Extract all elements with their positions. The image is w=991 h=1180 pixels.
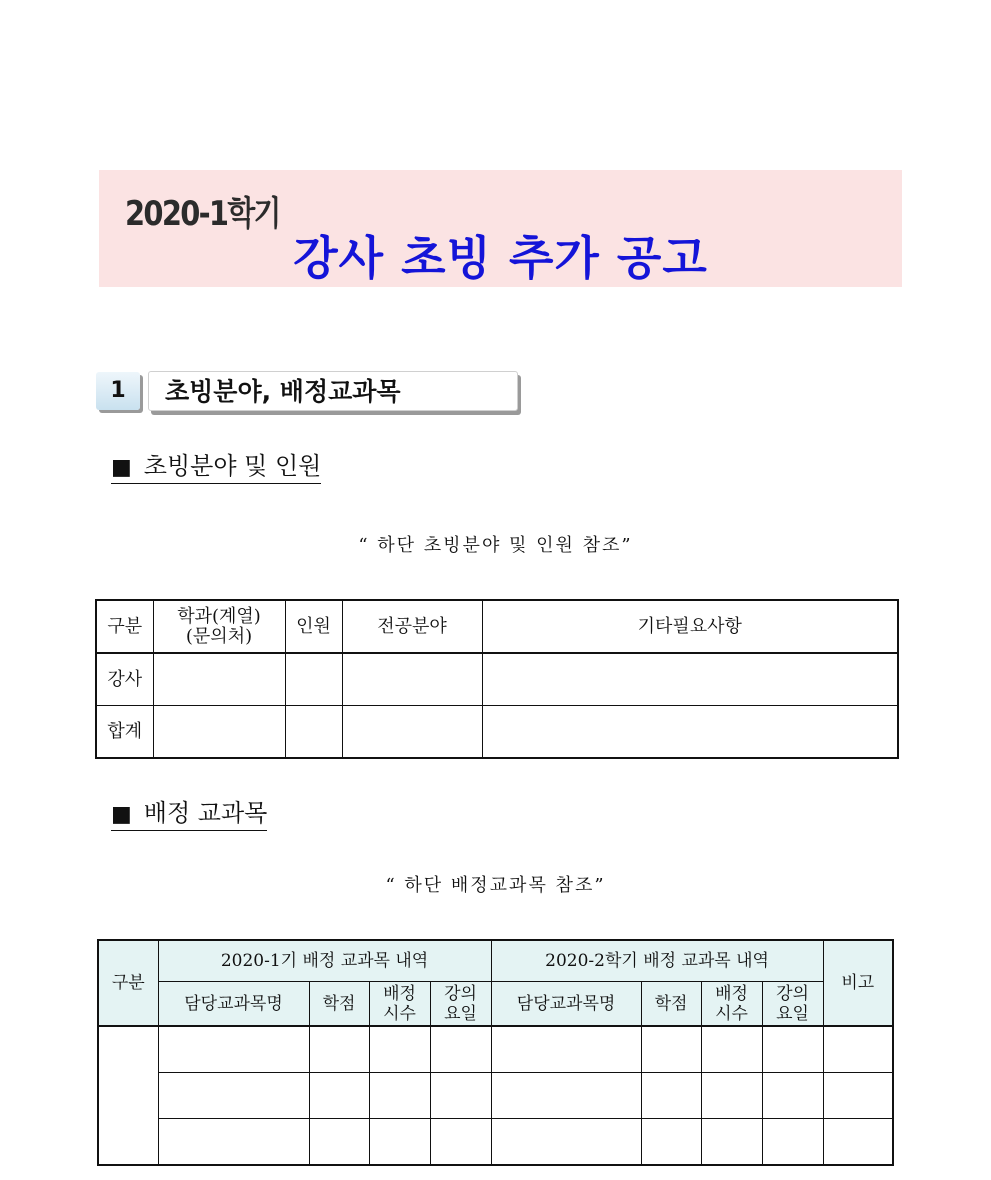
header-department — [153, 600, 285, 653]
table-cell — [823, 1073, 893, 1119]
page-title: 강사 초빙 추가 공고 — [293, 231, 708, 285]
header-other-requirements: 기타필요사항 — [482, 600, 898, 653]
subheading-recruitment-text: 초빙분야 및 인원 — [143, 452, 322, 480]
header-course-name: 담당교과목명 — [491, 982, 641, 1027]
table-cell — [641, 1026, 701, 1073]
table-cell — [342, 706, 482, 759]
table-cell — [430, 1119, 491, 1166]
table-cell — [158, 1073, 309, 1119]
table-cell — [762, 1119, 823, 1166]
table-cell — [158, 1119, 309, 1166]
courses-note: “ 하단 배정교과목 참조” — [385, 875, 606, 896]
header-department-line2: (문의처) — [185, 625, 253, 647]
table-row — [96, 653, 898, 706]
table-cell — [491, 1119, 641, 1166]
table-cell — [309, 1073, 369, 1119]
header-credit: 학점 — [309, 982, 369, 1027]
table-cell — [430, 1026, 491, 1073]
table-row — [98, 1073, 893, 1119]
header-major: 전공분야 — [342, 600, 482, 653]
table-cell — [701, 1119, 762, 1166]
table-cell — [701, 1073, 762, 1119]
header-hours-line2: 시수 — [383, 1003, 416, 1024]
semester-label: 2020-1학기 — [125, 194, 280, 234]
table-cell — [823, 1119, 893, 1166]
header-day — [762, 982, 823, 1027]
subheading-recruitment — [111, 452, 321, 484]
table-cell — [153, 653, 285, 706]
table-row — [98, 1026, 893, 1073]
header-day-line2: 요일 — [444, 1003, 477, 1024]
header-headcount: 인원 — [285, 600, 342, 653]
header-credit: 학점 — [641, 982, 701, 1027]
table-cell — [641, 1073, 701, 1119]
header-category: 구분 — [98, 940, 158, 1026]
table-row — [98, 1119, 893, 1166]
header-day — [430, 982, 491, 1027]
table-cell — [369, 1073, 430, 1119]
header-term2-group: 2020-2학기 배정 교과목 내역 — [491, 940, 823, 982]
table-cell — [98, 1026, 158, 1165]
table-cell — [309, 1026, 369, 1073]
table-cell — [369, 1026, 430, 1073]
table-row — [96, 706, 898, 759]
table-cell — [153, 706, 285, 759]
square-bullet-icon: ■ — [111, 802, 132, 827]
header-term1-group: 2020-1기 배정 교과목 내역 — [158, 940, 491, 982]
table-cell — [342, 653, 482, 706]
table-cell — [285, 706, 342, 759]
recruitment-note: “ 하단 초빙분야 및 인원 참조” — [358, 535, 633, 556]
table-cell — [430, 1073, 491, 1119]
header-hours — [369, 982, 430, 1027]
table-cell — [285, 653, 342, 706]
table-cell — [369, 1119, 430, 1166]
table-cell — [701, 1026, 762, 1073]
table-cell — [482, 706, 898, 759]
header-category: 구분 — [96, 600, 153, 653]
header-course-name: 담당교과목명 — [158, 982, 309, 1027]
header-day-line1: 강의 — [444, 983, 477, 1004]
section-title: 초빙분야, 배정교과목 — [148, 371, 518, 411]
courses-table — [97, 939, 894, 1166]
subheading-courses — [111, 799, 267, 831]
header-day-line1: 강의 — [776, 983, 809, 1004]
table-cell — [482, 653, 898, 706]
table-cell — [823, 1026, 893, 1073]
table-cell — [309, 1119, 369, 1166]
table-cell — [641, 1119, 701, 1166]
header-day-line2: 요일 — [776, 1003, 809, 1024]
header-hours-line1: 배정 — [383, 983, 416, 1004]
table-cell — [762, 1073, 823, 1119]
table-cell — [158, 1026, 309, 1073]
header-hours — [701, 982, 762, 1027]
subheading-courses-text: 배정 교과목 — [143, 799, 268, 827]
row-label: 합계 — [96, 706, 153, 759]
header-department-line1: 학과(계열) — [177, 605, 261, 627]
square-bullet-icon: ■ — [111, 455, 132, 480]
table-cell — [762, 1026, 823, 1073]
row-label: 강사 — [96, 653, 153, 706]
header-hours-line1: 배정 — [715, 983, 748, 1004]
section-number: 1 — [96, 372, 140, 410]
recruitment-table — [95, 599, 899, 759]
header-remark: 비고 — [823, 940, 893, 1026]
table-cell — [491, 1026, 641, 1073]
header-hours-line2: 시수 — [715, 1003, 748, 1024]
table-cell — [491, 1073, 641, 1119]
title-banner — [99, 170, 902, 287]
